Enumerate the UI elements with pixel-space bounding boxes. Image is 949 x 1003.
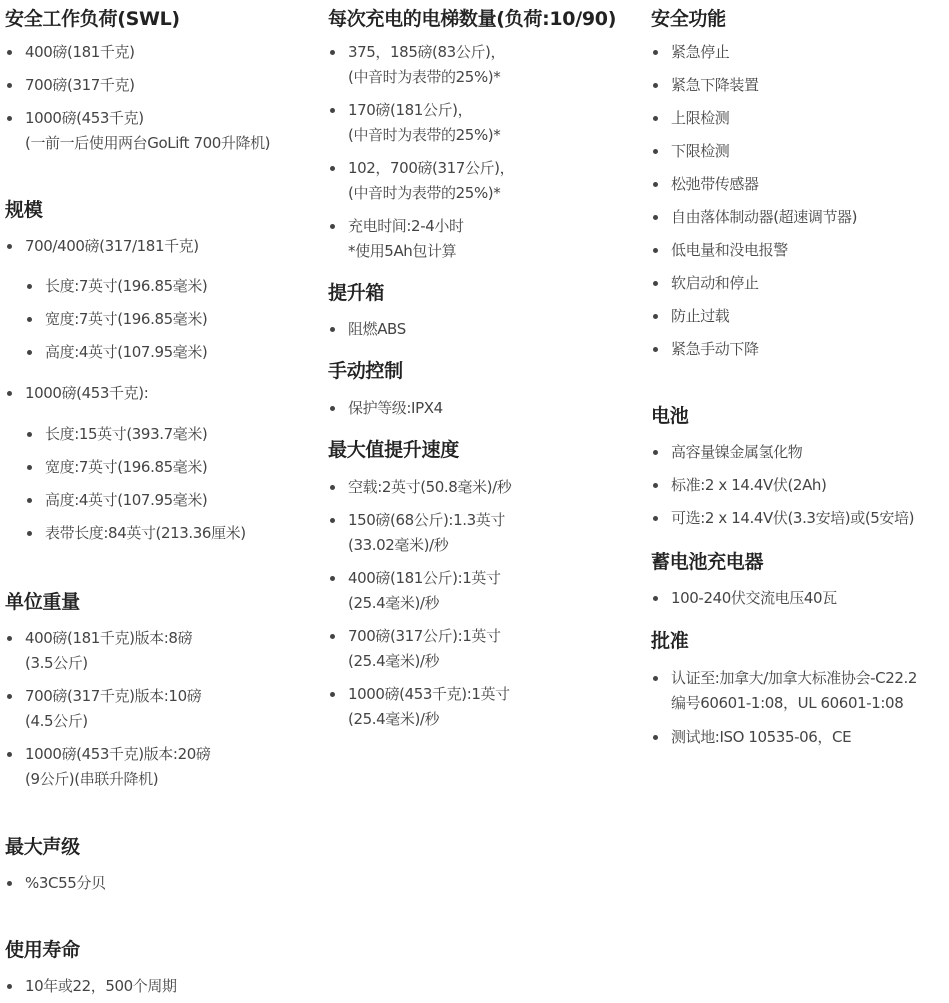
section-title: 最大值提升速度 (328, 439, 459, 461)
list-item: 紧急下降装置 (651, 73, 949, 98)
item-list (328, 40, 643, 264)
sub-list-item: 宽度:7英寸(196.85毫米) (5, 455, 315, 480)
item-list (651, 40, 949, 362)
list-item: 自由落体制动器(超速调节器) (651, 205, 949, 230)
sub-list-item: 表带长度:84英寸(213.36厘米) (5, 521, 315, 546)
sub-list-item: 高度:4英寸(107.95毫米) (5, 488, 315, 513)
section-approvals (651, 627, 949, 750)
list-item: 标准:2 x 14.4V伏(2Ah) (651, 473, 949, 498)
section-title: 安全工作负荷(SWL) (5, 8, 180, 30)
section-title: 最大声级 (5, 836, 80, 858)
section-title: 单位重量 (5, 591, 80, 613)
item-list (328, 396, 643, 421)
item-list (651, 666, 949, 750)
item-list (328, 317, 643, 342)
section-title: 蓄电池充电器 (651, 551, 764, 573)
list-item: 400磅(181千克) (5, 40, 315, 65)
item-list (5, 234, 315, 546)
list-item: 102，700磅(317公斤)， (中音时为表带的25%)* (328, 156, 643, 206)
section-title: 使用寿命 (5, 939, 80, 961)
section-service-life (5, 936, 315, 999)
section-unit-weight (5, 588, 315, 792)
list-item: 软启动和停止 (651, 271, 949, 296)
list-item: 上限检测 (651, 106, 949, 131)
list-item: 认证至:加拿大/加拿大标准协会-C22.2 编号60601-1:08，UL 60601-1:08 (651, 666, 949, 716)
list-item: 保护等级:IPX4 (328, 396, 643, 421)
item-list (5, 40, 315, 156)
section-battery-charger (651, 548, 949, 611)
item-list (651, 586, 949, 611)
list-item: 1000磅(453千克)版本:20磅 (9公斤)(串联升降机) (5, 742, 315, 792)
item-list (651, 440, 949, 531)
list-item: 松弛带传感器 (651, 172, 949, 197)
list-item: 700磅(317千克)版本:10磅 (4.5公斤) (5, 684, 315, 734)
section-manual-control (328, 357, 643, 421)
item-list (5, 626, 315, 792)
sub-list-item: 长度:7英寸(196.85毫米) (5, 274, 315, 299)
list-item: 充电时间:2-4小时 *使用5Ah包计算 (328, 214, 643, 264)
sub-list-item: 宽度:7英寸(196.85毫米) (5, 307, 315, 332)
list-item: 150磅(68公斤):1.3英寸 (33.02毫米)/秒 (328, 508, 643, 558)
section-title: 安全功能 (651, 8, 726, 30)
section-title: 批准 (651, 630, 689, 652)
section-lift-box (328, 279, 643, 342)
list-item: 高容量镍金属氢化物 (651, 440, 949, 465)
section-title: 规模 (5, 199, 43, 221)
section-max-lift-speed (328, 436, 643, 732)
item-list (5, 974, 315, 999)
list-item: 700/400磅(317/181千克) (5, 234, 315, 259)
list-item: 375，185磅(83公斤)， (中音时为表带的25%)* (328, 40, 643, 90)
list-item: 1000磅(453千克): (5, 381, 315, 406)
item-list (5, 871, 315, 896)
list-item: 400磅(181公斤):1英寸 (25.4毫米)/秒 (328, 566, 643, 616)
list-item: 1000磅(453千克):1英寸 (25.4毫米)/秒 (328, 682, 643, 732)
section-lifts-per-charge (328, 5, 643, 264)
list-item: 测试地:ISO 10535-06，CE (651, 725, 949, 750)
section-title: 电池 (651, 405, 689, 427)
list-item: 10年或22，500个周期 (5, 974, 315, 999)
section-swl (5, 5, 315, 156)
list-item: 700磅(317公斤):1英寸 (25.4毫米)/秒 (328, 624, 643, 674)
item-list (328, 475, 643, 732)
list-item: 紧急手动下降 (651, 337, 949, 362)
list-item: 1000磅(453千克) (一前一后使用两台GoLift 700升降机) (5, 106, 315, 156)
section-title: 手动控制 (328, 360, 403, 382)
list-item: 防止过载 (651, 304, 949, 329)
section-max-sound (5, 833, 315, 896)
list-item: 可选:2 x 14.4V伏(3.3安培)或(5安培) (651, 506, 949, 531)
list-item: 100-240伏交流电压40瓦 (651, 586, 949, 611)
sub-list-item: 高度:4英寸(107.95毫米) (5, 340, 315, 365)
list-item: 阻燃ABS (328, 317, 643, 342)
section-title: 提升箱 (328, 282, 385, 304)
list-item: 170磅(181公斤)， (中音时为表带的25%)* (328, 98, 643, 148)
sub-list-item: 长度:15英寸(393.7毫米) (5, 422, 315, 447)
section-battery (651, 402, 949, 531)
section-title: 每次充电的电梯数量(负荷:10/90) (328, 8, 617, 30)
list-item: 空载:2英寸(50.8毫米)/秒 (328, 475, 643, 500)
list-item: 紧急停止 (651, 40, 949, 65)
section-safety-features (651, 5, 949, 362)
section-specs (5, 196, 315, 546)
list-item: 低电量和没电报警 (651, 238, 949, 263)
list-item: 400磅(181千克)版本:8磅 (3.5公斤) (5, 626, 315, 676)
list-item: %3C55分贝 (5, 871, 315, 896)
list-item: 700磅(317千克) (5, 73, 315, 98)
list-item: 下限检测 (651, 139, 949, 164)
